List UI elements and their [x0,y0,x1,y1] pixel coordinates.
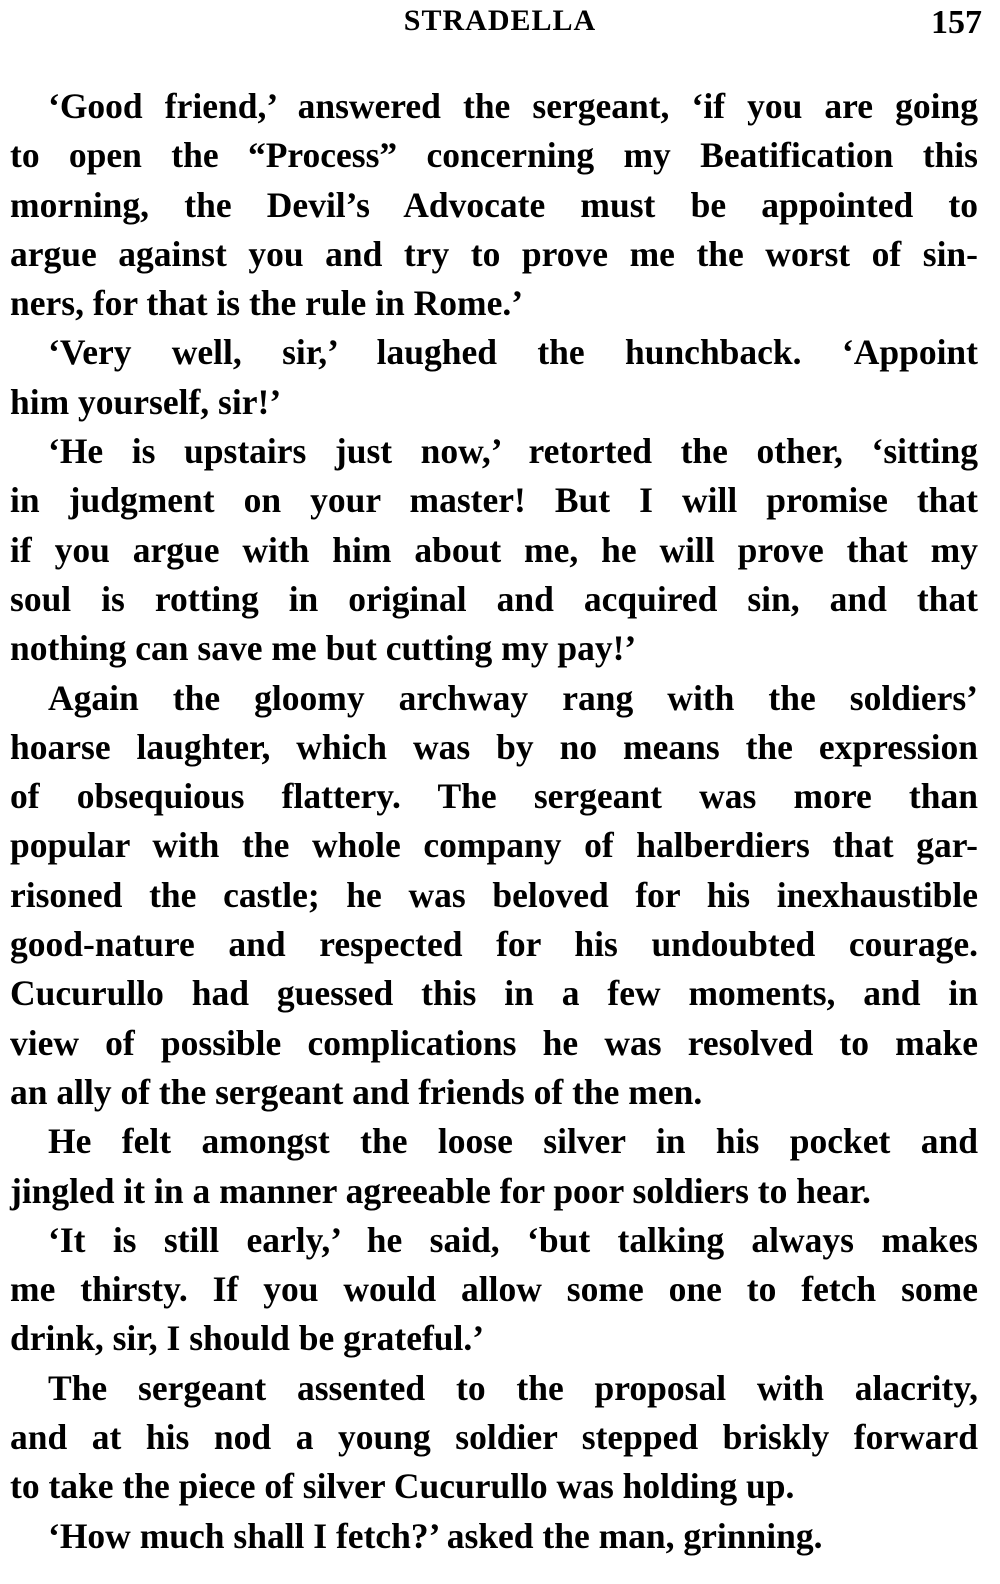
text-line: nothing can save me but cutting my pay!’ [10,628,637,669]
text-line: Cucurullo had guessed this in a few moments, and in [10,973,978,1014]
text-line: me thirsty. If you would allow some one to fetch some [10,1269,978,1310]
text-line: ‘It is still early,’ he said, ‘but talking always makes [48,1219,978,1260]
paragraph [10,328,978,427]
text-line: ‘Very well, sir,’ laughed the hunchback. ‘Appoint [48,332,978,373]
text-line: ‘How much shall I fetch?’ asked the man, grinning. [48,1515,823,1556]
paragraph [10,427,978,673]
paragraph [10,674,978,1118]
page-number: 157 [931,4,982,41]
text-line: of obsequious flattery. The sergeant was more than [10,776,978,817]
text-line: him yourself, sir!’ [10,381,282,422]
text-line: morning, the Devil’s Advocate must be appointed to [10,184,978,225]
text-line: view of possible complications he was resolved to make [10,1022,978,1063]
text-line: He felt amongst the loose silver in his pocket and [48,1121,978,1162]
paragraph [10,1512,978,1561]
text-line: jingled it in a manner agreeable for poor soldiers to hear. [10,1170,871,1211]
paragraph [10,1216,978,1364]
running-head [0,4,1000,44]
text-line: hoarse laughter, which was by no means the expression [10,726,978,767]
text-line: Again the gloomy archway rang with the soldiers’ [48,677,978,718]
running-title: STRADELLA [403,4,597,37]
body-text [10,82,978,1561]
text-line: soul is rotting in original and acquired sin, and that [10,578,978,619]
text-line: drink, sir, I should be grateful.’ [10,1318,485,1359]
text-line: ‘Good friend,’ answered the sergeant, ‘if you are going [48,86,978,126]
text-line: to open the “Process” concerning my Beatification this [10,135,978,176]
text-line: to take the piece of silver Cucurullo was holding up. [10,1466,795,1507]
text-line: and at his nod a young soldier stepped briskly forward [10,1417,978,1458]
text-line: in judgment on your master! But I will promise that [10,480,978,521]
paragraph [10,1364,978,1512]
text-line: an ally of the sergeant and friends of the men. [10,1071,703,1112]
text-line: ‘He is upstairs just now,’ retorted the other, ‘sitting [48,431,978,472]
text-line: argue against you and try to prove me the worst of sin- [10,233,978,274]
text-line: ners, for that is the rule in Rome.’ [10,283,524,324]
text-line: if you argue with him about me, he will prove that my [10,529,978,570]
text-line: popular with the whole company of halberdiers that gar- [10,825,978,866]
paragraph [10,82,978,328]
paragraph [10,1117,978,1216]
text-line: risoned the castle; he was beloved for his inexhaustible [10,874,978,915]
text-line: good-nature and respected for his undoubted courage. [10,924,978,965]
text-line: The sergeant assented to the proposal with alacrity, [48,1367,978,1408]
